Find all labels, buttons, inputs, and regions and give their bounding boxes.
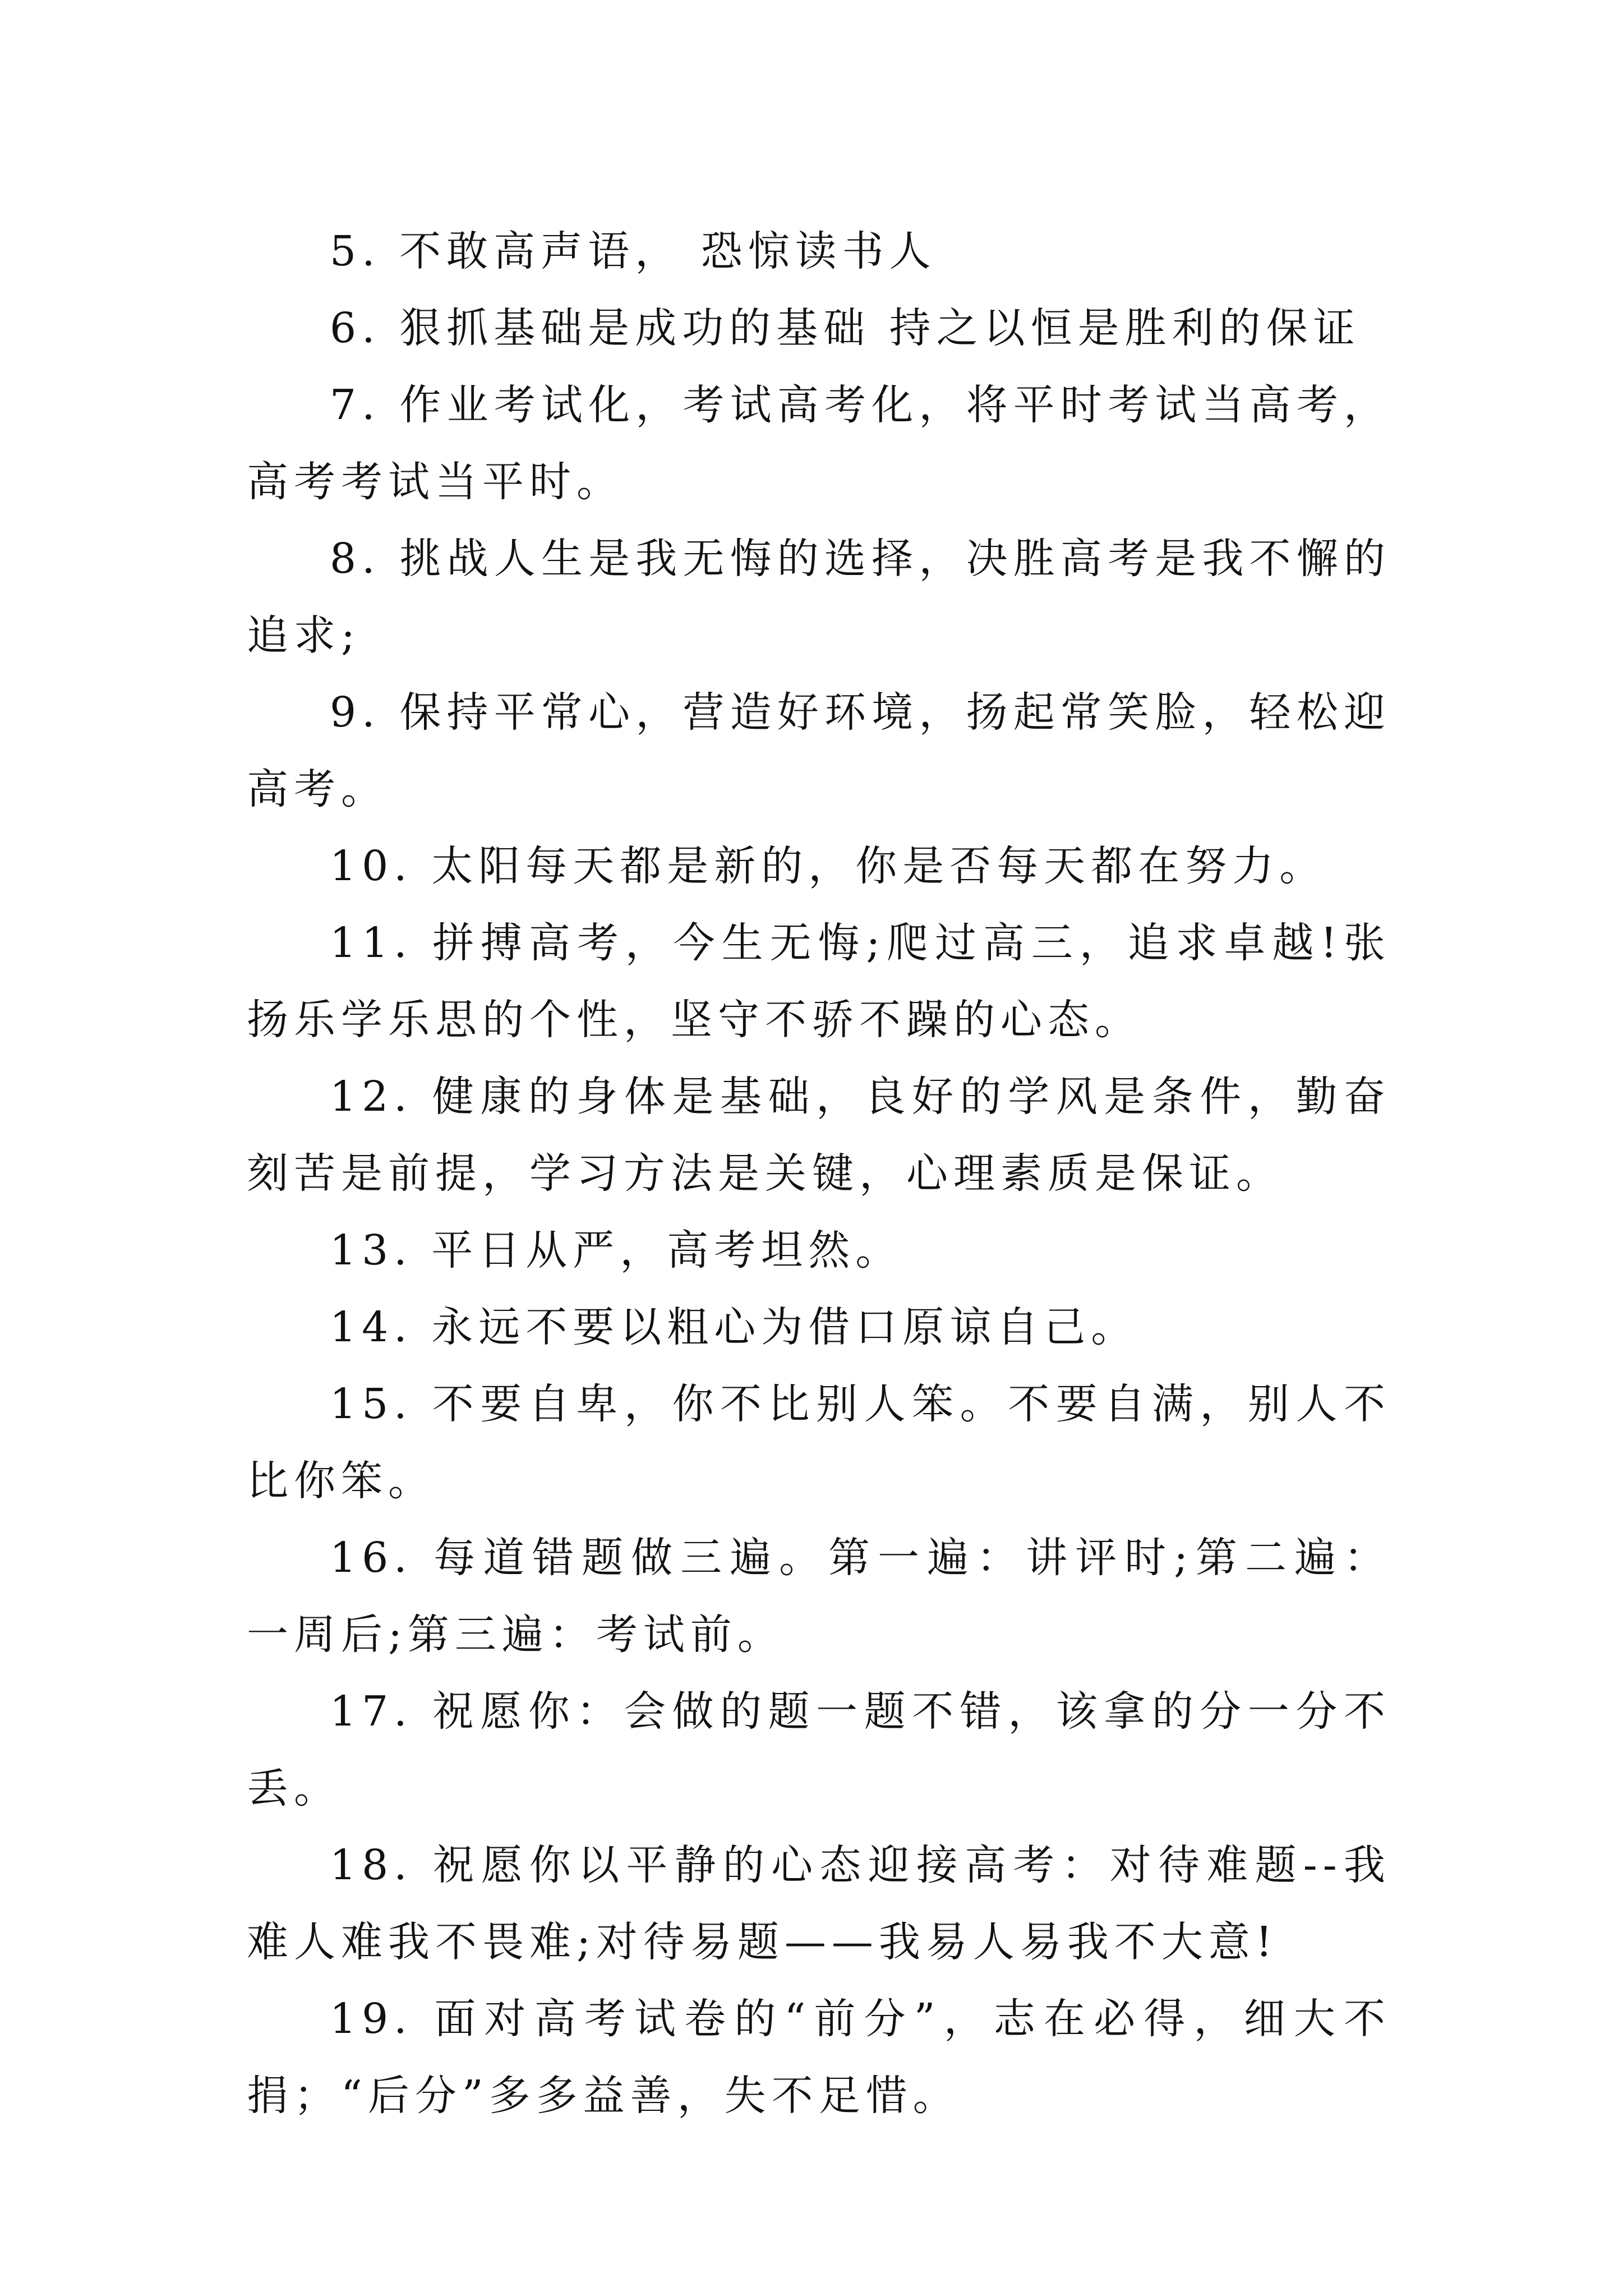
item-text: 健康的身体是基础，良好的学风是条件，勤奋刻苦是前提，学习方法是关键，心理素质是保证。: [247, 1073, 1391, 1198]
list-item: [247, 905, 1391, 1059]
item-number: 12.: [330, 1073, 413, 1121]
item-number: 7.: [330, 381, 381, 429]
item-number: 13.: [330, 1226, 413, 1274]
item-number: 6.: [330, 304, 381, 352]
item-text: 太阳每天都是新的，你是否每天都在努力。: [431, 842, 1327, 890]
item-text: 祝愿你：会做的题一题不错，该拿的分一分不丢。: [247, 1687, 1391, 1812]
item-text: 平日从严，高考坦然。: [431, 1226, 903, 1274]
item-text: 不敢高声语， 恐惊读书人: [399, 227, 937, 275]
list-item: [247, 290, 1391, 367]
item-text: 作业考试化，考试高考化，将平时考试当高考，高考考试当平时。: [247, 381, 1391, 506]
item-number: 18.: [330, 1841, 413, 1889]
item-text: 挑战人生是我无悔的选择，决胜高考是我不懈的追求;: [247, 535, 1391, 660]
list-item: [247, 367, 1391, 521]
list-item: [247, 1212, 1391, 1289]
item-number: 10.: [330, 842, 413, 890]
item-text: 狠抓基础是成功的基础 持之以恒是胜利的保证: [399, 304, 1361, 352]
item-text: 祝愿你以平静的心态迎接高考：对待难题--我难人难我不畏难;对待易题——我易人易我不大意!: [247, 1841, 1391, 1966]
list-item: [247, 521, 1391, 674]
item-text: 每道错题做三遍。第一遍：讲评时;第二遍：一周后;第三遍：考试前。: [247, 1534, 1391, 1659]
item-text: 不要自卑，你不比别人笨。不要自满，别人不比你笨。: [247, 1380, 1391, 1505]
item-number: 14.: [330, 1303, 413, 1351]
list-item: [247, 213, 1391, 290]
item-text: 保持平常心，营造好环境，扬起常笑脸，轻松迎高考。: [247, 688, 1391, 813]
list-item: [247, 1520, 1391, 1673]
item-number: 5.: [330, 227, 381, 275]
item-number: 9.: [330, 688, 381, 737]
item-number: 8.: [330, 535, 381, 583]
item-number: 16.: [330, 1534, 413, 1582]
motto-list: [247, 213, 1391, 2134]
item-text: 拼搏高考，今生无悔;爬过高三，追求卓越!张扬乐学乐思的个性，坚守不骄不躁的心态。: [247, 919, 1391, 1044]
list-item: [247, 1827, 1391, 1981]
list-item: [247, 1673, 1391, 1827]
item-number: 15.: [330, 1380, 413, 1428]
list-item: [247, 1059, 1391, 1212]
item-number: 11.: [330, 919, 413, 967]
list-item: [247, 1366, 1391, 1520]
list-item: [247, 1981, 1391, 2134]
item-number: 17.: [330, 1687, 413, 1736]
item-text: 永远不要以粗心为借口原谅自己。: [431, 1303, 1138, 1351]
list-item: [247, 1289, 1391, 1366]
item-text: 面对高考试卷的“前分”，志在必得，细大不捐；“后分”多多益善，失不足惜。: [247, 1995, 1391, 2120]
list-item: [247, 674, 1391, 828]
item-number: 19.: [330, 1995, 413, 2043]
list-item: [247, 828, 1391, 905]
